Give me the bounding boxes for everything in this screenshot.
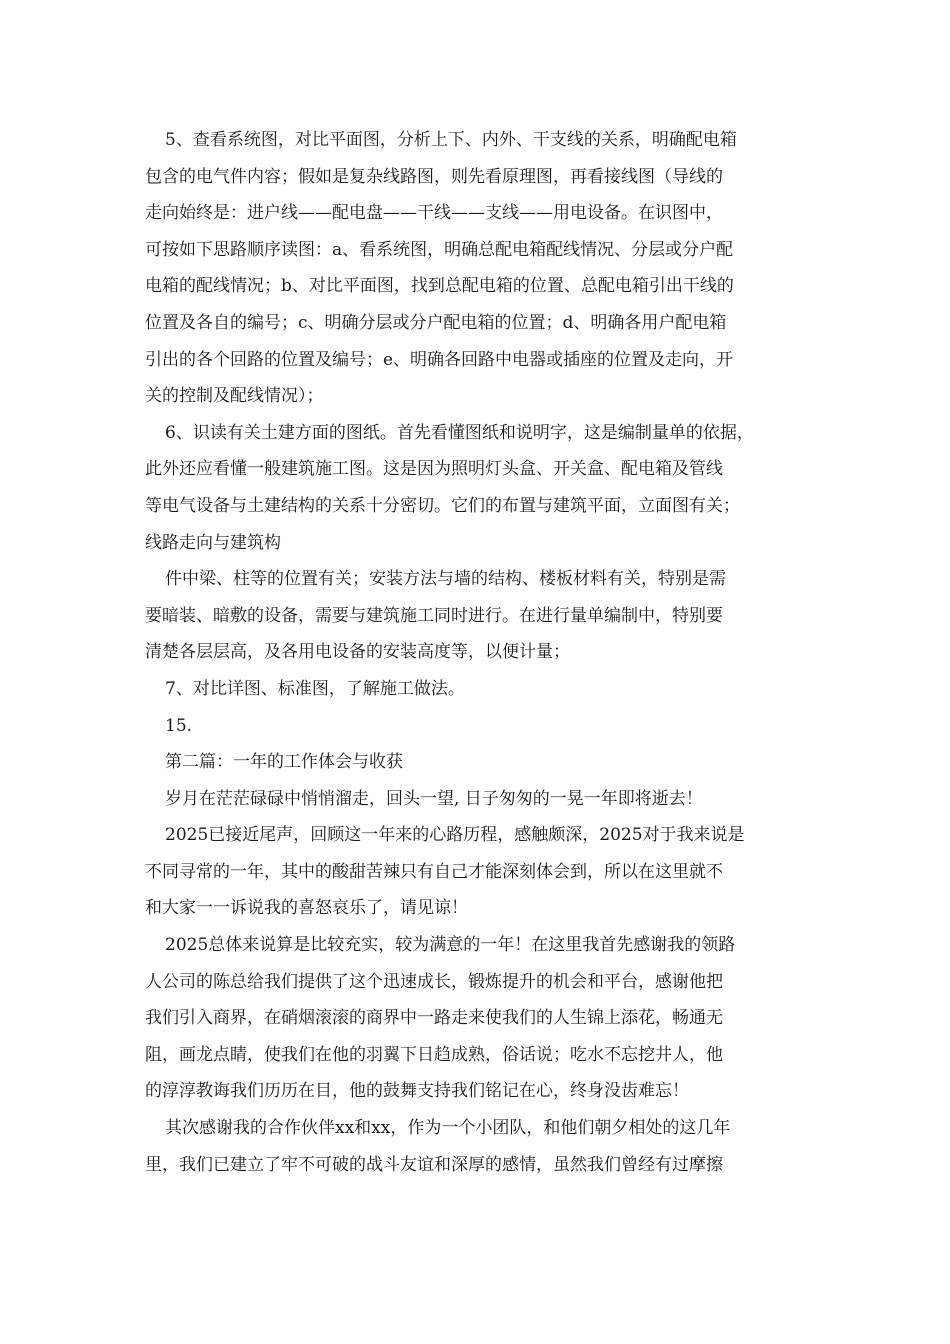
text-line: 线路走向与建筑构: [145, 532, 281, 553]
text-line: 我们引入商界，在硝烟滚滚的商界中一路走来使我们的人生锦上添花，畅通无: [145, 1008, 723, 1029]
text-line: 15.: [165, 715, 193, 736]
text-line: 清楚各层层高，及各用电设备的安装高度等，以便计量；: [145, 642, 570, 663]
text-line: 岁月在茫茫碌碌中悄悄溜走，回头一望, 日子匆匆的一晃一年即将逝去！: [165, 788, 703, 809]
text-line: 关的控制及配线情况）；: [145, 386, 324, 407]
text-line: 里，我们已建立了牢不可破的战斗友谊和深厚的感情，虽然我们曾经有过摩擦: [145, 1154, 723, 1175]
text-line: 阻，画龙点睛，使我们在他的羽翼下日趋成熟，俗话说；吃水不忘挖井人，他: [145, 1044, 723, 1065]
text-line: 要暗装、暗敷的设备，需要与建筑施工同时进行。在进行量单编制中，特别要: [145, 605, 723, 626]
text-line: 第二篇：一年的工作体会与收获: [165, 752, 403, 773]
text-line: 和大家一一诉说我的喜怒哀乐了，请见谅！: [145, 898, 468, 919]
text-line: 2025总体来说算是比较充实，较为满意的一年！在这里我首先感谢我的领路: [165, 935, 736, 956]
text-line: 包含的电气件内容；假如是复杂线路图，则先看原理图，再看接线图（导线的: [145, 166, 723, 187]
text-line: 7、对比详图、标准图，了解施工做法。: [165, 678, 465, 699]
text-line: 5、查看系统图，对比平面图，分析上下、内外、干支线的关系，明确配电箱: [165, 130, 737, 150]
text-line: 等电气设备与土建结构的关系十分密切。它们的布置与建筑平面，立面图有关；: [145, 495, 740, 516]
text-line: 可按如下思路顺序读图：a、看系统图，明确总配电箱配线情况、分层或分户配: [145, 239, 734, 260]
text-line: 引出的各个回路的位置及编号；e、明确各回路中电器或插座的位置及走向，开: [145, 349, 734, 370]
text-line: 走向始终是：进户线——配电盘——干线——支线——用电设备。在识图中，: [145, 203, 723, 224]
text-line: 件中梁、柱等的位置有关；安装方法与墙的结构、楼板材料有关，特别是需: [165, 569, 726, 590]
text-line: 此外还应看懂一般建筑施工图。这是因为照明灯头盒、开关盒、配电箱及管线: [145, 459, 723, 480]
text-line: 位置及各自的编号；c、明确分层或分户配电箱的位置；d、明确各用户配电箱: [145, 312, 727, 333]
text-line: 电箱的配线情况；b、对比平面图，找到总配电箱的位置、总配电箱引出干线的: [145, 276, 734, 297]
text-line: 2025已接近尾声，回顾这一年来的心路历程，感触颇深，2025对于我来说是: [165, 825, 745, 846]
text-line: 不同寻常的一年，其中的酸甜苦辣只有自己才能深刻体会到，所以在这里就不: [145, 861, 723, 882]
text-line: 的淳淳教诲我们历历在目，他的鼓舞支持我们铭记在心，终身没齿难忘！: [145, 1081, 689, 1102]
document-body: [145, 122, 810, 1183]
text-line: 人公司的陈总给我们提供了这个迅速成长，锻炼提升的机会和平台，感谢他把: [145, 971, 723, 992]
text-line: 6、识读有关土建方面的图纸。首先看懂图纸和说明字，这是编制量单的依据，: [165, 422, 754, 443]
text-line: 其次感谢我的合作伙伴xx和xx，作为一个小团队，和他们朝夕相处的这几年: [165, 1118, 731, 1139]
